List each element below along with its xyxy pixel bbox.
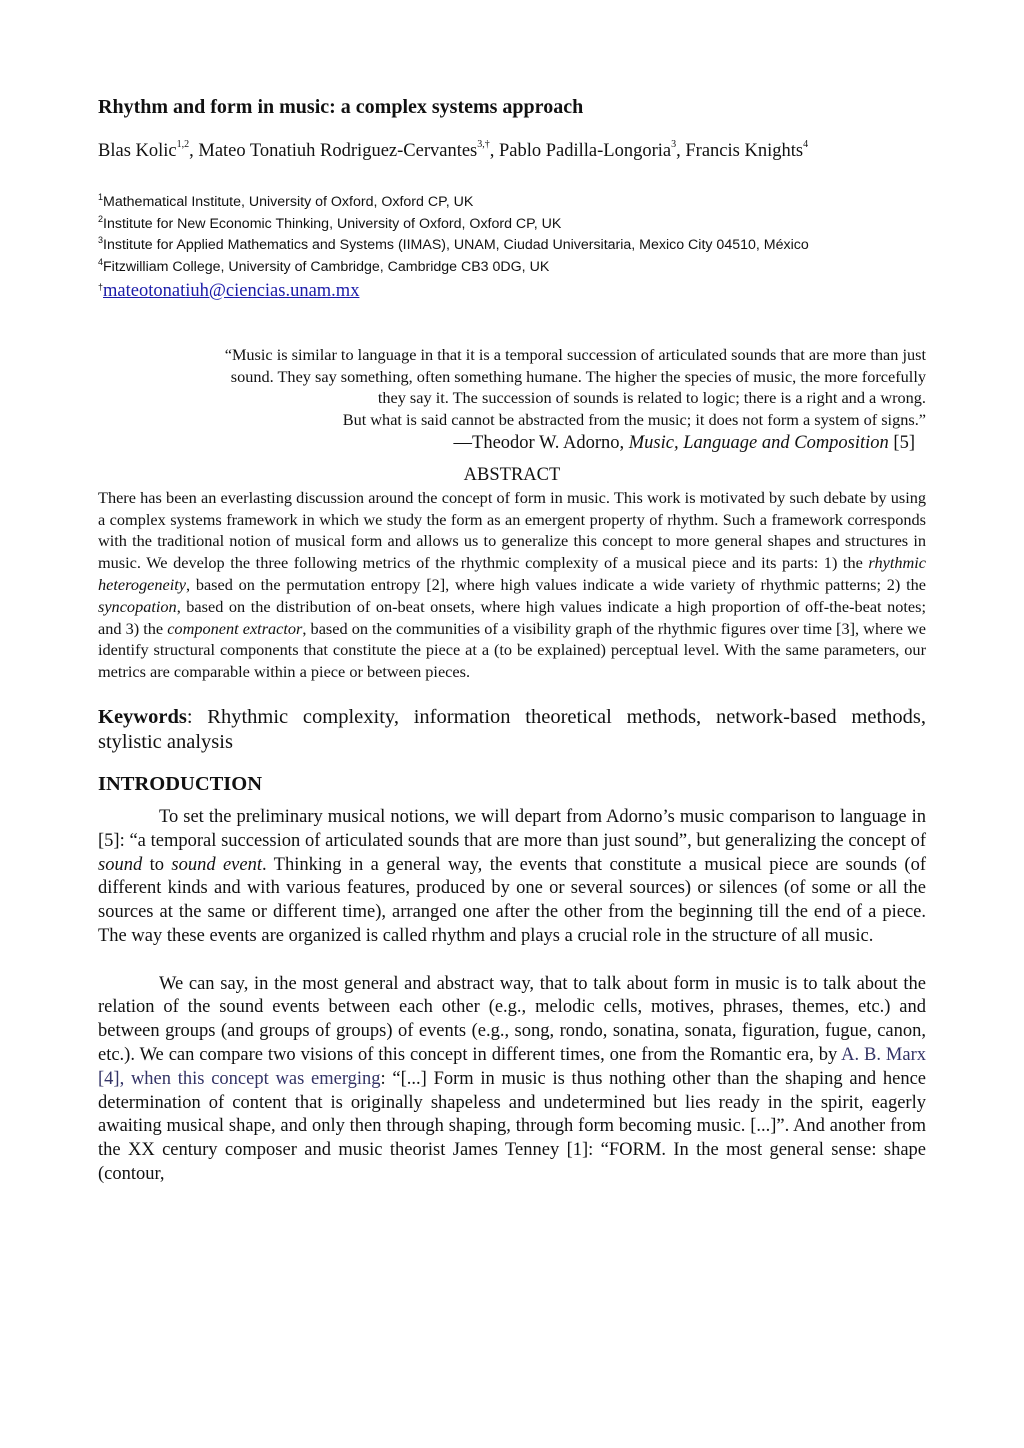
paragraph-segment: We can say, in the most general and abstract way, that to talk about form in music is to talk about the relation of the sound events between each other (e.g., melodic cells, motives, phrases, themes, etc.) and between groups (and groups of groups) of events (e.g., song, rondo, sonatina, sonata, figuration, fugue, canon, etc.). We can compare two visions of this concept in different times, one from the Romantic era, by [98,973,926,1065]
author-affiliation-marker: 4 [803,139,809,150]
body-paragraph [98,973,926,1187]
affiliation-item [98,257,926,279]
author-affiliation-marker: 1,2 [176,139,190,150]
affiliation-text: Institute for New Economic Thinking, University of Oxford, Oxford CP, UK [103,215,562,232]
abstract-segment: , based on the distribution of on-beat onsets, where high values indicate a high proportion of off-the-beat notes; and 3) the [98,596,926,638]
abstract-heading: ABSTRACT [463,464,561,485]
affiliation-item [98,235,926,257]
author-name: Blas Kolic [98,141,177,161]
paper-page [98,96,926,1187]
keywords-label: Keywords [98,705,187,728]
affiliation-item [98,214,926,236]
author-name: Mateo Tonatiuh Rodriguez-Cervantes [198,141,478,161]
affiliation-text: Fitzwilliam College, University of Cambridge, Cambridge CB3 0DG, UK [103,258,550,275]
attribution-reference: [5] [888,432,915,453]
author-list [98,141,926,162]
citation-segment: A. B. Marx [4], when this concept was emerging [98,1044,926,1089]
affiliation-marker: 1 [98,192,104,202]
paragraph-emphasis: sound event [171,854,262,875]
epigraph-line: But what is said cannot be abstracted from the music; it does not form a system of signs.” [342,410,926,430]
author-name: Francis Knights [685,141,804,161]
paragraph-segment: . Thinking in a general way, the events that constitute a musical piece are sounds (of different kinds and with various features, produced by one or several sources) or silences (of some or all the sources at the same or different time), arranged one after the other from the beginning till the end of a piece. The way these events are organized is called rhythm and plays a crucial role in the structure of all music. [98,854,927,946]
author-separator: , [676,141,686,161]
author-affiliation-marker: 3,† [477,139,490,150]
abstract-emphasis: syncopation [98,596,177,616]
paragraph-emphasis: sound [98,854,143,875]
paragraph-segment: : “[...] Form in music is thus nothing other than the shaping and hence determination of content that is originally shapeless and undetermined but lies ready in the spirit, eagerly awaiting musical shape, and only then through shaping, through form becoming music. [...]”. And another from the XX century composer and music theorist James Tenney [1]: “FORM. In the most general sense: shape (contour, [98,1068,926,1184]
affiliation-marker: 4 [98,256,104,267]
corresponding-email-row [98,280,926,303]
affiliation-text: Mathematical Institute, University of Oxford, Oxford CP, UK [103,194,474,210]
abstract-text [98,487,926,683]
abstract-segment: , based on the permutation entropy [2], where high values indicate a wide variety of rhythmic patterns; 2) the [186,575,926,594]
epigraph-line: they say it. The succession of sounds is related to logic; there is a right and a wrong. [377,388,926,408]
abstract-emphasis: rhythmic heterogeneity [98,553,926,594]
attribution-work-title: Music, Language and Composition [628,432,889,453]
epigraph-attribution [98,431,915,455]
author-separator: , [489,141,499,161]
paragraph-segment: to [142,854,172,875]
paper-title: Rhythm and form in music: a complex systems approach [98,96,584,118]
author-name: Pablo Padilla-Longoria [499,141,672,161]
author-separator: , [189,141,199,161]
author-affiliation-marker: 3 [671,139,677,150]
affiliation-item [98,192,926,214]
epigraph-line: sound. They say something, often something humane. The higher the species of music, the more forcefully [230,366,926,386]
keywords [98,705,926,755]
section-heading-introduction: INTRODUCTION [98,772,263,795]
affiliation-list [98,192,926,303]
affiliation-text: Institute for Applied Mathematics and Systems (IIMAS), UNAM, Ciudad Universitaria, Mexico City 04510, México [103,237,809,253]
affiliation-marker: 2 [98,213,104,224]
abstract-emphasis: component extractor [167,618,303,638]
keywords-text: : Rhythmic complexity, information theoretical methods, network-based methods, stylistic analysis [98,705,926,753]
affiliation-marker: 3 [98,235,104,245]
abstract-segment: There has been an everlasting discussion around the concept of form in music. This work is motivated by such debate by using a complex systems framework in which we study the form as an emergent property of rhythm. Such a framework corresponds with the traditional notion of musical form and allows us to generalize this concept to more general shapes and structures in music. We develop the three following metrics of the rhythmic complexity of a musical piece and its parts: 1) the [98,487,926,573]
body-paragraph [98,806,926,949]
epigraph-quote [98,344,926,431]
attribution-author: —Theodor W. Adorno, [453,432,629,453]
paragraph-segment: To set the preliminary musical notions, we will depart from Adorno’s music comparison to language in [5]: “a temporal succession of articulated sounds that are more than just sound”, but generalizing the concept of [98,806,926,851]
corresponding-marker: † [98,282,104,292]
email-link[interactable]: mateotonatiuh@ciencias.unam.mx [103,281,360,301]
abstract-segment: , based on the communities of a visibility graph of the rhythmic figures over time [3], where we identify structural components that constitute the piece at a (to be explained) perceptual level. With the same parameters, our metrics are comparable within a piece or between pieces. [98,618,927,682]
epigraph-line: “Music is similar to language in that it is a temporal succession of articulated sounds that are more than just [224,345,926,364]
